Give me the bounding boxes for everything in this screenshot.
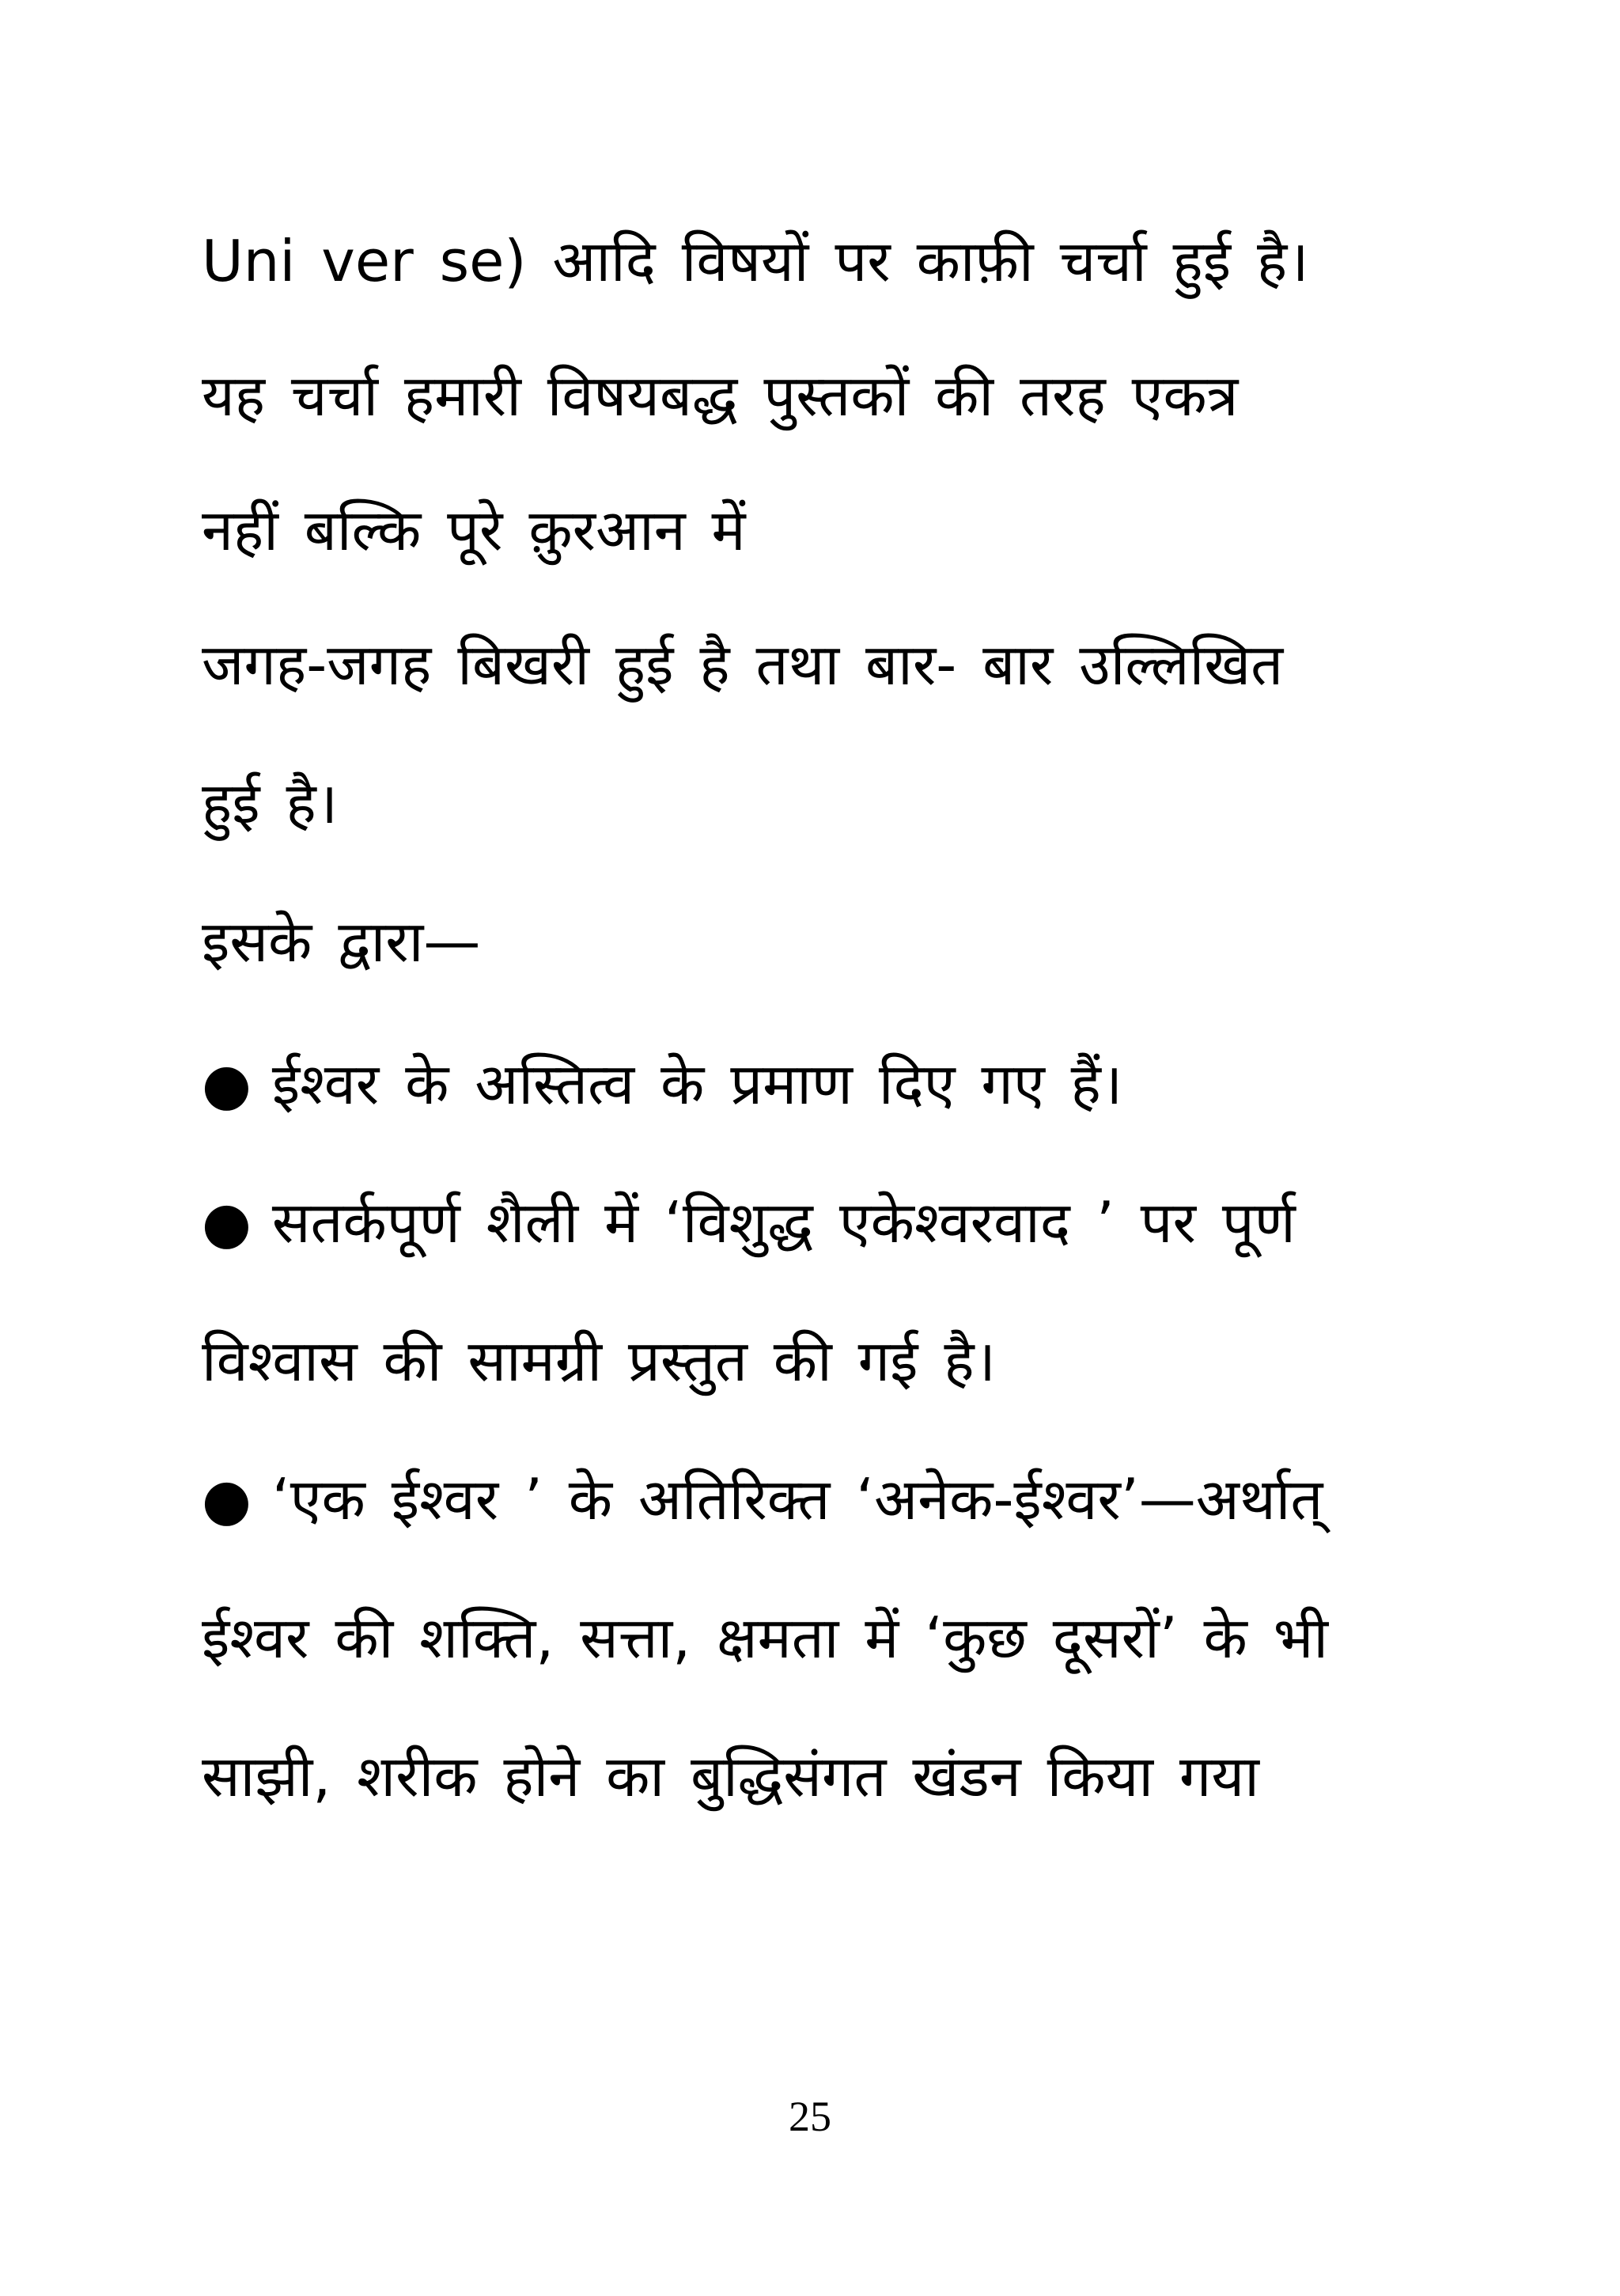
bullet-dot-icon: ● [202, 1466, 252, 1533]
bullet-dot-icon: ● [202, 1189, 252, 1256]
bullet-item-3 [202, 1460, 1499, 1539]
text-line-5: हुई है। [202, 770, 338, 836]
section-intro: इसके द्वारा— [202, 908, 481, 975]
bullet-item-2 [202, 1183, 1499, 1262]
bullet-item-2-continuation: विश्वास की सामग्री प्रस्तुत की गई है। [202, 1328, 996, 1394]
bullet-text: सतर्कपूर्ण शैली में ‘विशुद्ध एकेश्वरवाद ’ पर पूर्ण [271, 1189, 1296, 1256]
bullet-text: ‘एक ईश्वर ’ के अतिरिक्त ‘अनेक-ईश्वर’—अर्थात् [271, 1466, 1323, 1533]
page-number: 25 [789, 2093, 831, 2140]
text-line-3: नहीं बल्कि पूरे क़ुरआन में [202, 497, 746, 563]
bullet-item-1 [202, 1044, 1499, 1123]
bullet-dot-icon: ● [202, 1051, 252, 1117]
text-line-2: यह चर्चा हमारी विषयबद्ध पुस्तकों की तरह एकत्र [202, 362, 1239, 429]
bullet-text: ईश्वर के अस्तित्व के प्रमाण दिए गए हैं। [271, 1051, 1123, 1117]
bullet-item-3-continuation-1: ईश्वर की शक्ति, सत्ता, क्षमता में ‘कुछ दूसरों’ के भी [202, 1605, 1328, 1671]
bullet-item-3-continuation-2: साझी, शरीक होने का बुद्धिसंगत खंडन किया गया [202, 1743, 1259, 1809]
text-line-4: जगह-जगह बिखरी हुई है तथा बार- बार उल्लिखित [202, 631, 1284, 698]
text-line-1: Uni ver se) आदि विषयों पर काफ़ी चर्चा हुई है। [202, 228, 1309, 294]
